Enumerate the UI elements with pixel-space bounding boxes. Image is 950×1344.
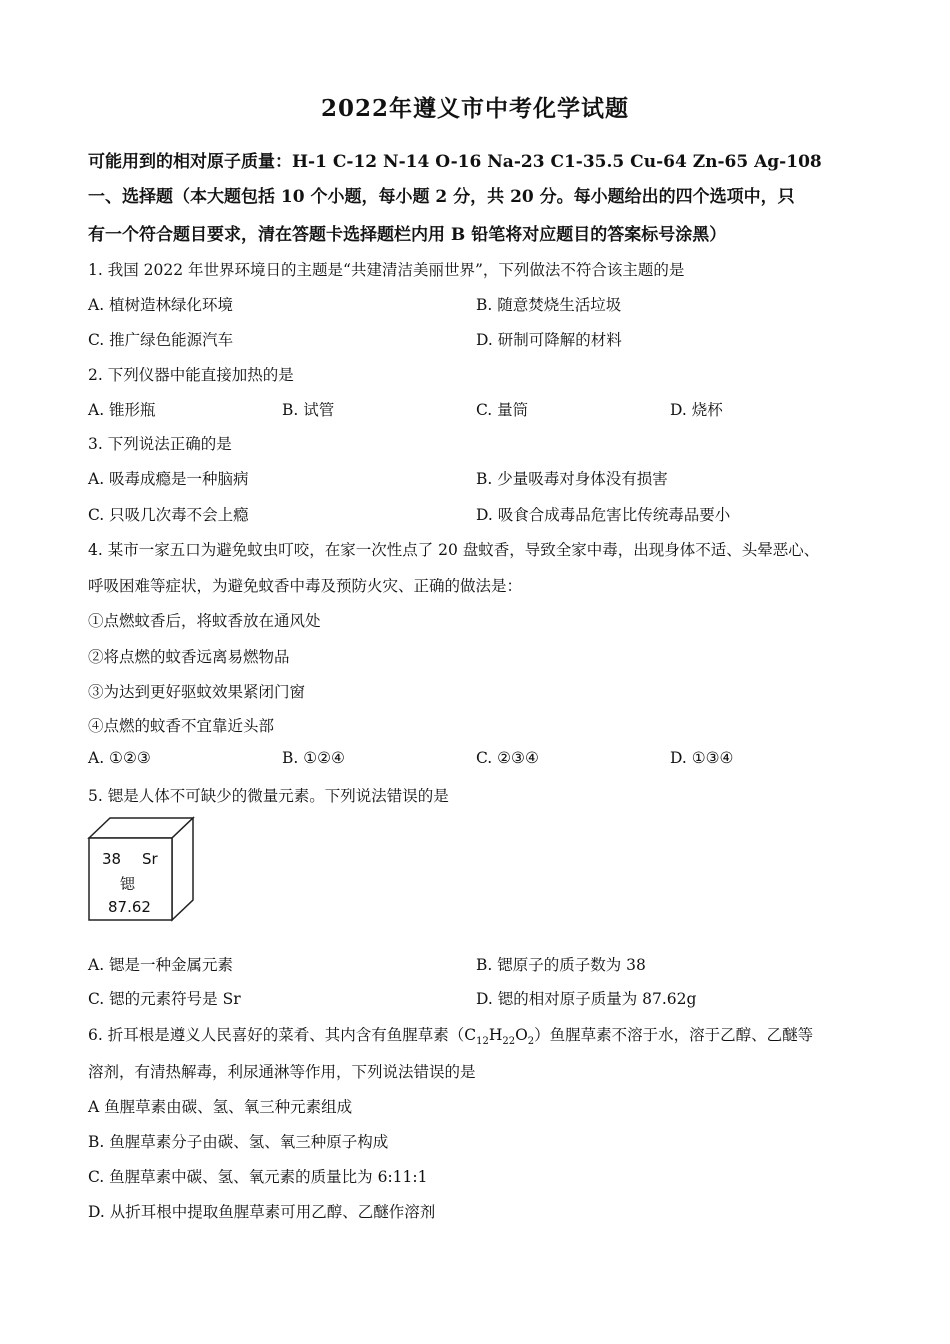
question-4-option-a: A. ①②③: [88, 749, 151, 767]
question-4-option-d: D. ①③④: [670, 749, 734, 767]
formula-sub-h: 22: [502, 1036, 516, 1048]
question-1-option-c: C. 推广绿色能源汽车: [88, 331, 234, 349]
question-2-option-b: B. 试管: [282, 401, 335, 419]
page-title: 2022年遵义市中考化学试题: [320, 95, 629, 122]
question-6-option-b: B. 鱼腥草素分子由碳、氢、氧三种原子构成: [88, 1133, 389, 1151]
section-heading-line-1: 一、选择题（本大题包括 10 个小题，每小题 2 分，共 20 分。每小题给出的四个选项中，只: [88, 187, 795, 207]
periodic-element-cell: [86, 816, 198, 922]
question-1-option-a: A. 植树造林绿化环境: [88, 296, 234, 314]
question-6-option-a: A 鱼腥草素由碳、氢、氧三种元素组成: [88, 1098, 353, 1116]
question-2-option-a: A. 锥形瓶: [88, 401, 156, 419]
section-heading-line-2: 有一个符合题目要求，清在答题卡选择题栏内用 B 铅笔将对应题目的答案标号涂黑）: [88, 225, 727, 245]
formula-sub-c: 12: [476, 1036, 489, 1048]
element-atomic-number: 38: [102, 850, 122, 868]
question-4-statement-1: ①点燃蚊香后，将蚊香放在通风处: [88, 612, 321, 630]
element-name: 锶: [120, 875, 136, 893]
question-4-statement-2: ②将点燃的蚊香远离易燃物品: [88, 648, 290, 666]
question-1-stem: 1. 我国 2022 年世界环境日的主题是“共建清洁美丽世界”，下列做法不符合该主题的是: [88, 261, 685, 279]
question-5-option-b: B. 锶原子的质子数为 38: [476, 956, 646, 974]
question-4-stem-line-1: 4. 某市一家五口为避免蚊虫叮咬，在家一次性点了 20 盘蚊香，导致全家中毒，出现身体不适、头晕恶心、: [88, 541, 820, 559]
question-6-stem-line-1: [88, 1023, 813, 1047]
atomic-mass-line: 可能用到的相对原子质量：H-1 C-12 N-14 O-16 Na-23 C1-35.5 Cu-64 Zn-65 Ag-108: [88, 152, 822, 172]
formula-sub-o: 2: [527, 1036, 535, 1048]
question-4-statement-3: ③为达到更好驱蚊效果紧闭门窗: [88, 683, 306, 701]
question-4-stem-line-2: 呼吸困难等症状，为避免蚊香中毒及预防火灾、正确的做法是：: [88, 577, 523, 595]
question-4-statement-4: ④点燃的蚊香不宜靠近头部: [88, 717, 275, 735]
question-6-stem-line-2: 溶剂，有清热解毒，利尿通淋等作用，下列说法错误的是: [88, 1063, 476, 1081]
question-5-option-c: C. 锶的元素符号是 Sr: [88, 990, 241, 1008]
question-1-option-b: B. 随意焚烧生活垃圾: [476, 296, 622, 314]
question-4-option-b: B. ①②④: [282, 749, 345, 767]
question-1-option-d: D. 研制可降解的材料: [476, 331, 622, 349]
formula-h: H: [488, 1026, 503, 1044]
question-4-option-c: C. ②③④: [476, 749, 539, 767]
question-3-option-b: B. 少量吸毒对身体没有损害: [476, 470, 668, 488]
element-atomic-mass: 87.62: [108, 898, 151, 916]
formula-o: O: [515, 1026, 528, 1044]
question-2-option-c: C. 量筒: [476, 401, 529, 419]
element-symbol: Sr: [142, 850, 158, 868]
question-2-stem: 2. 下列仪器中能直接加热的是: [88, 366, 294, 384]
question-3-option-d: D. 吸食合成毒品危害比传统毒品要小: [476, 506, 731, 524]
question-6-stem-start: 6. 折耳根是遵义人民喜好的菜肴、其内含有鱼腥草素（C: [88, 1026, 477, 1044]
question-5-stem: 5. 锶是人体不可缺少的微量元素。下列说法错误的是: [88, 787, 449, 805]
question-3-option-c: C. 只吸几次毒不会上瘾: [88, 506, 249, 524]
question-5-option-a: A. 锶是一种金属元素: [88, 956, 234, 974]
question-3-stem: 3. 下列说法正确的是: [88, 435, 232, 453]
question-3-option-a: A. 吸毒成瘾是一种脑病: [88, 470, 249, 488]
question-6-option-c: C. 鱼腥草素中碳、氢、氧元素的质量比为 6:11:1: [88, 1168, 428, 1186]
question-6-option-d: D. 从折耳根中提取鱼腥草素可用乙醇、乙醚作溶剂: [88, 1203, 436, 1221]
question-2-option-d: D. 烧杯: [670, 401, 723, 419]
question-5-option-d: D. 锶的相对原子质量为 87.62g: [476, 990, 697, 1008]
question-6-stem-end: ）鱼腥草素不溶于水，溶于乙醇、乙醚等: [534, 1026, 814, 1044]
